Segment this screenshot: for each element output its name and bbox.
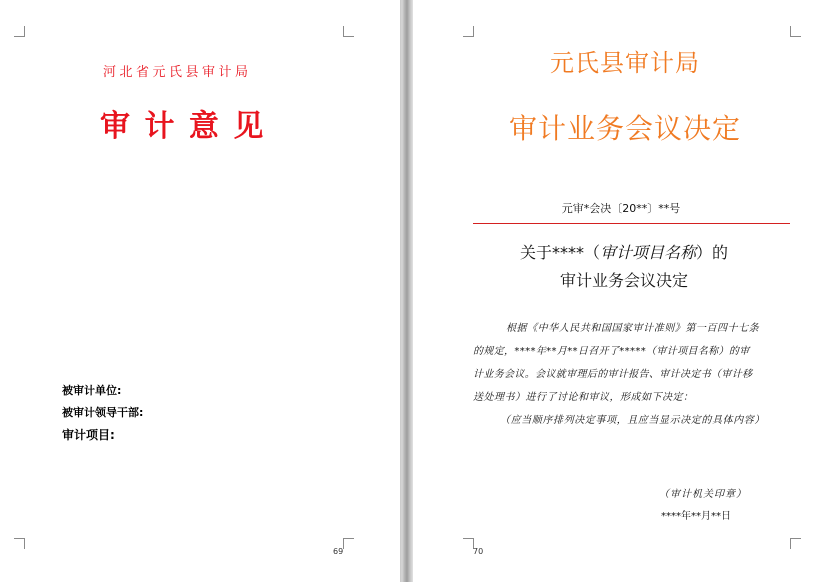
subject-project-name: 审计项目名称 (599, 243, 696, 262)
seal-note: （审计机关印章） (659, 489, 747, 500)
red-divider (473, 223, 790, 224)
body-line-2: 的规定，****年**月**日召开了*****（审计项目名称）的审 (473, 346, 750, 357)
audit-project-label: 审计项目: (62, 428, 115, 442)
crop-mark-bottom-right (343, 538, 354, 549)
subject-line-2: 审计业务会议决定 (559, 271, 688, 290)
right-org-name: 元氏县审计局 (550, 49, 700, 77)
crop-mark-top-left (463, 26, 474, 37)
left-org-name: 河北省元氏县审计局 (103, 65, 252, 80)
left-page-title: 审 计 意 见 (100, 109, 266, 144)
right-page (413, 0, 825, 582)
decision-date: ****年**月**日 (661, 511, 731, 522)
left-page (0, 0, 400, 582)
page-number: 70 (473, 547, 484, 556)
document-number: 元审*会决〔20**〕**号 (561, 202, 681, 215)
audited-unit-label: 被审计单位: (62, 384, 122, 397)
crop-mark-bottom-left (14, 538, 25, 549)
body-line-3: 计业务会议。会议就审理后的审计报告、审计决定书（审计移 (473, 369, 753, 380)
page-gutter (400, 0, 413, 582)
right-page-title: 审计业务会议决定 (508, 112, 741, 145)
body-line-1: 根据《中华人民共和国国家审计准则》第一百四十七条 (506, 323, 760, 334)
crop-mark-top-right (343, 26, 354, 37)
crop-mark-top-right (790, 26, 801, 37)
crop-mark-top-left (14, 26, 25, 37)
crop-mark-bottom-right (790, 538, 801, 549)
subject-prefix: 关于****（ (519, 243, 600, 262)
body-line-5: （应当顺序排列决定事项，且应当显示决定的具体内容） (500, 415, 765, 426)
audited-leader-label: 被审计领导干部: (62, 406, 144, 419)
page-number: 69 (333, 547, 344, 556)
subject-line-1 (413, 240, 825, 263)
subject-suffix: ）的 (696, 243, 729, 262)
body-line-4: 送处理书）进行了讨论和审议，形成如下决定： (473, 392, 694, 403)
